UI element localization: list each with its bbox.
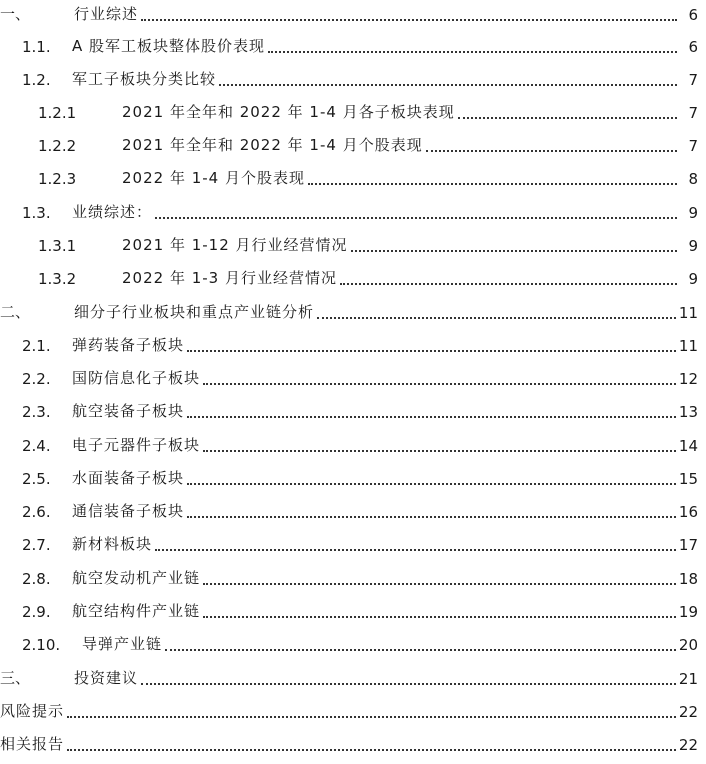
toc-title: 细分子行业板块和重点产业链分析 <box>74 303 315 321</box>
toc-leader <box>155 216 677 219</box>
toc-leader <box>187 515 676 518</box>
toc-entry-2-7[interactable] <box>0 532 698 554</box>
toc-page: 19 <box>678 603 698 621</box>
toc-leader <box>426 149 677 152</box>
toc-page: 20 <box>678 636 698 654</box>
toc-page: 9 <box>688 270 698 288</box>
toc-leader <box>165 648 676 651</box>
toc-page: 22 <box>678 736 698 754</box>
toc-number: 2.1. <box>22 337 51 355</box>
toc-title: 航空装备子板块 <box>72 402 185 420</box>
toc-leader <box>141 682 676 685</box>
toc-entry-1-2-2[interactable] <box>0 133 698 155</box>
toc-number: 2.2. <box>22 370 51 388</box>
toc-entry-2-6[interactable] <box>0 499 698 521</box>
toc-page: 22 <box>678 703 698 721</box>
toc-number: 1.3.1 <box>38 237 77 255</box>
toc-number: 1.3.2 <box>38 270 77 288</box>
toc-leader <box>219 83 677 86</box>
toc-entry-2-8[interactable] <box>0 566 698 588</box>
toc-entry-reports[interactable] <box>0 732 698 754</box>
toc-title: 2021 年全年和 2022 年 1-4 月个股表现 <box>122 136 423 154</box>
toc-title: 风险提示 <box>0 702 65 720</box>
toc-number: 2.7. <box>22 536 51 554</box>
toc-title: 2021 年 1-12 月行业经营情况 <box>122 236 348 254</box>
toc-number: 1.1. <box>22 38 51 56</box>
toc-page: 9 <box>688 237 698 255</box>
toc-title: 导弹产业链 <box>82 635 163 653</box>
toc-number: 1.3. <box>22 204 51 222</box>
toc-title: 投资建议 <box>74 669 139 687</box>
toc-entry-1-3[interactable] <box>0 200 698 222</box>
toc-leader <box>203 615 676 618</box>
toc-title: A 股军工板块整体股价表现 <box>72 37 266 55</box>
toc-entry-1-1[interactable] <box>0 34 698 56</box>
toc-title: 行业综述 <box>74 5 139 23</box>
toc-entry-2[interactable] <box>0 300 698 322</box>
toc-title: 电子元器件子板块 <box>72 436 201 454</box>
toc-entry-2-4[interactable] <box>0 433 698 455</box>
toc-leader <box>203 382 676 385</box>
toc-leader <box>351 249 677 252</box>
toc-page: 7 <box>688 137 698 155</box>
toc-number: 一、 <box>0 5 31 23</box>
toc-page: 9 <box>688 204 698 222</box>
toc-number: 2.6. <box>22 503 51 521</box>
toc-page: 16 <box>678 503 698 521</box>
toc-page: 17 <box>678 536 698 554</box>
toc-title: 2022 年 1-4 月个股表现 <box>122 169 305 187</box>
toc-title: 水面装备子板块 <box>72 469 185 487</box>
toc-entry-2-3[interactable] <box>0 399 698 421</box>
toc-page: 15 <box>678 470 698 488</box>
toc-number: 2.3. <box>22 403 51 421</box>
toc-page: 7 <box>688 104 698 122</box>
toc-number: 2.10. <box>22 636 61 654</box>
toc-page: 13 <box>678 403 698 421</box>
toc-title: 相关报告 <box>0 735 65 753</box>
toc-leader <box>67 748 676 751</box>
toc-leader <box>340 282 677 285</box>
toc-entry-2-5[interactable] <box>0 466 698 488</box>
toc-page: 7 <box>688 71 698 89</box>
toc-title: 2022 年 1-3 月行业经营情况 <box>122 269 337 287</box>
toc-page: 11 <box>678 304 698 322</box>
toc-page: 11 <box>678 337 698 355</box>
toc-title: 业绩综述： <box>72 203 153 221</box>
toc-title: 航空发动机产业链 <box>72 569 201 587</box>
toc-leader <box>187 482 676 485</box>
toc-leader <box>268 50 677 53</box>
toc-leader <box>187 349 676 352</box>
toc-entry-2-2[interactable] <box>0 366 698 388</box>
toc-leader <box>458 116 677 119</box>
toc-leader <box>187 415 676 418</box>
toc-number: 1.2.2 <box>38 137 77 155</box>
toc-leader <box>67 715 676 718</box>
toc-number: 1.2.1 <box>38 104 77 122</box>
toc-title: 军工子板块分类比较 <box>72 70 217 88</box>
toc-entry-1-2[interactable] <box>0 67 698 89</box>
toc-entry-1[interactable] <box>0 2 698 24</box>
toc-leader <box>317 316 676 319</box>
toc-number: 2.8. <box>22 570 51 588</box>
toc-entry-1-3-2[interactable] <box>0 266 698 288</box>
toc-entry-3[interactable] <box>0 666 698 688</box>
toc-page: 6 <box>688 38 698 56</box>
toc-leader <box>308 182 677 185</box>
toc-leader <box>203 582 676 585</box>
toc-leader <box>141 18 677 21</box>
toc-title: 弹药装备子板块 <box>72 336 185 354</box>
toc-number: 2.5. <box>22 470 51 488</box>
toc-leader <box>155 548 676 551</box>
toc-entry-risk[interactable] <box>0 699 698 721</box>
toc-entry-1-3-1[interactable] <box>0 233 698 255</box>
toc-entry-1-2-1[interactable] <box>0 100 698 122</box>
toc-page: 6 <box>688 6 698 24</box>
toc-entry-1-2-3[interactable] <box>0 166 698 188</box>
toc-title: 通信装备子板块 <box>72 502 185 520</box>
toc-number: 1.2.3 <box>38 170 77 188</box>
toc-number: 1.2. <box>22 71 51 89</box>
toc-number: 二、 <box>0 303 31 321</box>
toc-page: 14 <box>678 437 698 455</box>
toc-title: 新材料板块 <box>72 535 153 553</box>
toc-page: 21 <box>678 670 698 688</box>
toc-page: 8 <box>688 170 698 188</box>
toc-number: 2.4. <box>22 437 51 455</box>
toc-entry-2-10[interactable] <box>0 632 698 654</box>
toc-leader <box>203 449 676 452</box>
toc-entry-2-9[interactable] <box>0 599 698 621</box>
toc-number: 2.9. <box>22 603 51 621</box>
toc-title: 2021 年全年和 2022 年 1-4 月各子板块表现 <box>122 103 455 121</box>
toc-number: 三、 <box>0 669 31 687</box>
toc-page: 12 <box>678 370 698 388</box>
toc-page: 18 <box>678 570 698 588</box>
toc-title: 国防信息化子板块 <box>72 369 201 387</box>
toc-entry-2-1[interactable] <box>0 333 698 355</box>
toc-title: 航空结构件产业链 <box>72 602 201 620</box>
